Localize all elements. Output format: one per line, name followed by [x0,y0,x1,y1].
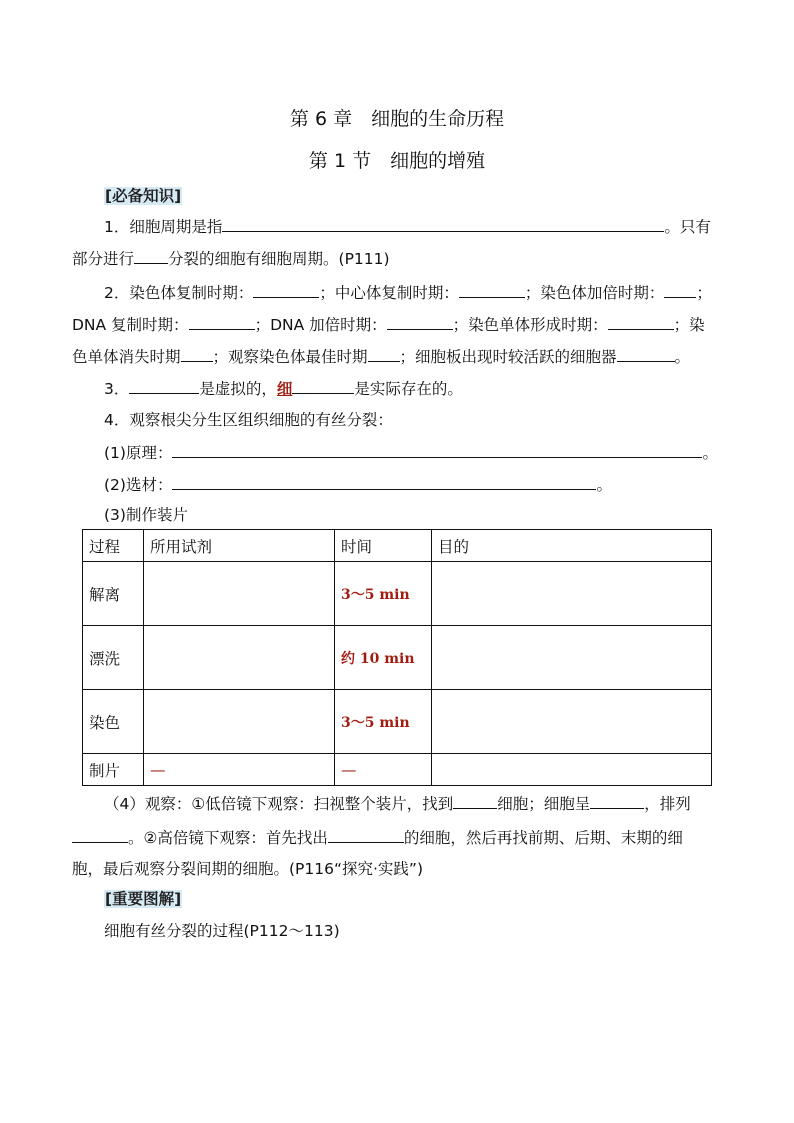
purpose-cell[interactable] [432,690,712,754]
q1-blank-division[interactable] [134,247,168,264]
table-row [83,626,712,690]
q2-text-d: ； [696,284,712,302]
q2-text-j: ；观察染色体最佳时期 [212,348,368,366]
q4-material-line [104,473,612,496]
q2-blank-8[interactable] [368,345,400,362]
q2-text-g: ；染色单体形成时期： [452,316,608,334]
observe-blank-3[interactable] [72,826,128,843]
q2-text-a: 2．染色体复制时期： [104,284,254,302]
q2-text-e: DNA 复制时期： [72,316,189,334]
q2-text-i: 色单体消失时期 [72,348,181,366]
q1-line1 [104,215,711,238]
q3-text-b: 是虚拟的， [199,380,277,398]
time-cell: — [335,754,432,786]
q1-text-c: 部分进行 [72,250,135,268]
q2-line1 [104,281,712,304]
table-row [83,754,712,786]
table-row [83,562,712,626]
reagent-cell[interactable] [144,690,335,754]
q4-observe-line2 [72,826,683,849]
purpose-cell[interactable] [432,754,712,786]
diagram-tag: [重要图解] [105,890,182,908]
table-header-cell: 时间 [335,530,432,562]
table-header-row [83,530,712,562]
q4-observe-line1 [104,792,691,815]
must-know-tag: [必备知识] [105,187,182,205]
observe-text-d: 。②高倍镜下观察：首先找出 [128,829,328,847]
step-cell: 染色 [83,690,144,754]
time-cell: 3～5 min [335,562,432,626]
q2-blank-6[interactable] [608,313,674,330]
purpose-cell[interactable] [432,626,712,690]
observe-blank-2[interactable] [590,792,644,809]
q4-material-blank[interactable] [172,473,596,490]
q4-principle-blank[interactable] [172,441,702,458]
step-cell: 制片 [83,754,144,786]
observe-blank-4[interactable] [328,826,404,843]
q2-text-h: ；染 [673,316,705,334]
step-cell: 解离 [83,562,144,626]
q2-blank-5[interactable] [387,313,453,330]
q4-material-label: (2)选材： [104,476,173,494]
q4-prep-label: (3)制作装片 [104,506,188,524]
q2-blank-9[interactable] [617,345,675,362]
q4-material-end: 。 [596,476,612,494]
diagram-caption: 细胞有丝分裂的过程(P112～113) [104,922,340,940]
q3-answer-start: 细 [276,380,293,398]
q1-blank-definition[interactable] [222,215,664,232]
diagram-heading [104,888,182,910]
observe-text-a: （4）观察：①低倍镜下观察：扫视整个装片，找到 [104,795,454,813]
q2-line3 [72,345,690,368]
step-cell: 漂洗 [83,626,144,690]
q2-text-c: ；染色体加倍时期： [524,284,665,302]
observe-text-b: 细胞；细胞呈 [497,795,591,813]
q4-principle-label: (1)原理： [104,444,173,462]
q2-blank-7[interactable] [181,345,213,362]
q3-text-a: 3． [104,380,130,398]
q2-blank-4[interactable] [189,313,255,330]
q3-blank-2[interactable] [292,377,354,394]
q2-text-k: ；细胞板出现时较活跃的细胞器 [399,348,617,366]
reagent-cell: — [144,754,335,786]
table-row [83,690,712,754]
reagent-cell[interactable] [144,562,335,626]
q2-text-f: ；DNA 加倍时期： [254,316,387,334]
table-header-cell: 所用试剂 [144,530,335,562]
table-header-cell: 过程 [83,530,144,562]
q2-blank-3[interactable] [664,281,696,298]
q4-intro: 4．观察根尖分生区组织细胞的有丝分裂： [104,411,393,429]
time-cell: 约 10 min [335,626,432,690]
q2-blank-2[interactable] [459,281,525,298]
prep-table [82,529,712,786]
time-cell: 3～5 min [335,690,432,754]
q3-blank-1[interactable] [129,377,199,394]
table-header-cell: 目的 [432,530,712,562]
q4-observe-line3: 胞，最后观察分裂间期的细胞。(P116“探究·实践”) [72,860,424,878]
q4-principle-line [104,441,718,464]
q2-blank-1[interactable] [253,281,319,298]
q4-principle-end: 。 [702,444,718,462]
q3-text-d: 是实际存在的。 [354,380,463,398]
q2-text-l: 。 [674,348,691,366]
q1-text-b: 。只有 [664,218,711,236]
observe-blank-1[interactable] [453,792,497,809]
reagent-cell[interactable] [144,626,335,690]
q2-text-b: ；中心体复制时期： [319,284,459,302]
section-title: 第 1 节 细胞的增殖 [308,150,486,172]
observe-text-e: 的细胞，然后再找前期、后期、末期的细 [403,829,683,847]
q2-line2 [72,313,705,336]
q1-text-a: 1．细胞周期是指 [104,218,223,236]
purpose-cell[interactable] [432,562,712,626]
q3-line [104,377,463,400]
q1-line2 [72,247,390,270]
must-know-heading [104,185,182,207]
observe-text-c: ，排列 [644,795,691,813]
chapter-title: 第 6 章 细胞的生命历程 [289,108,505,130]
q1-text-d: 分裂的细胞有细胞周期。(P111) [168,250,390,268]
